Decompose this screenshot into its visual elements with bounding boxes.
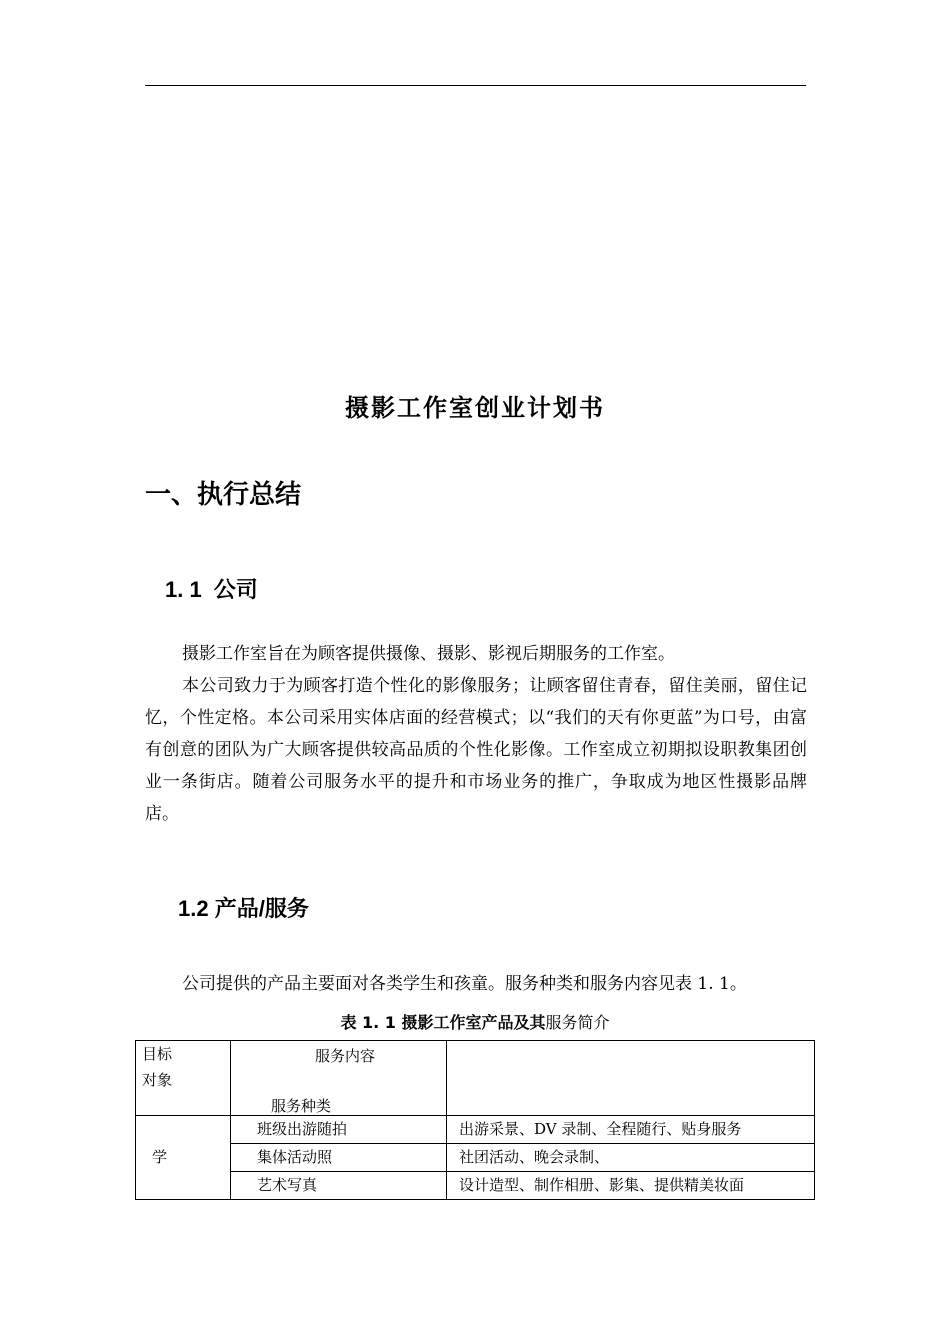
heading-1-2 — [178, 892, 309, 923]
service-content: 出游采景、DV 录制、全程随行、贴身服务 — [447, 1116, 815, 1144]
table-row — [136, 1172, 815, 1200]
header-target-line1: 目标 — [142, 1045, 173, 1063]
services-table — [135, 1040, 815, 1200]
table-caption-bold: 表 1. 1 摄影工作室产品及其 — [340, 1013, 546, 1032]
table-row — [136, 1144, 815, 1172]
heading-1-2-number: 1.2 — [178, 896, 209, 921]
service-name: 班级出游随拍 — [231, 1116, 447, 1144]
header-empty — [447, 1041, 815, 1116]
table-caption — [0, 1010, 950, 1033]
document-title: 摄影工作室创业计划书 — [345, 393, 605, 422]
service-content: 社团活动、晚会录制、 — [447, 1144, 815, 1172]
target-group-cell: 学 — [136, 1116, 231, 1200]
heading-1-2-title: 产品/服务 — [214, 896, 309, 921]
table-caption-normal: 服务简介 — [545, 1013, 610, 1032]
header-rule — [145, 85, 806, 86]
header-target — [136, 1041, 231, 1116]
service-name: 集体活动照 — [231, 1144, 447, 1172]
header-category: 服务种类 — [271, 1097, 332, 1115]
heading-executive-summary: 一、执行总结 — [145, 480, 302, 510]
paragraph-products: 公司提供的产品主要面对各类学生和孩童。服务种类和服务内容见表 1. 1。 — [182, 974, 747, 994]
service-name: 艺术写真 — [231, 1172, 447, 1200]
heading-1-1 — [165, 573, 258, 604]
header-target-line2: 对象 — [142, 1071, 173, 1089]
heading-1-1-title: 公司 — [213, 577, 258, 602]
table-header-row — [136, 1041, 815, 1116]
heading-1-1-number: 1. 1 — [165, 577, 202, 602]
paragraph-intro: 摄影工作室旨在为顾客提供摄像、摄影、影视后期服务的工作室。 — [182, 644, 675, 664]
paragraph-company: 本公司致力于为顾客打造个性化的影像服务；让顾客留住青春，留住美丽，留住记忆，个性定格。本公司采用实体店面的经营模式；以“我们的天有你更蓝”为口号，由富有创意的团队为广大顾客提供较高品质的个性化影像。工作室成立初期拟设职教集团创业一条街店。随着公司服务水平的提升和市场业务的推广，争取成为地区性摄影品牌店。 — [145, 676, 807, 824]
header-content: 服务内容 — [315, 1047, 376, 1065]
header-diagonal-cell — [231, 1041, 447, 1116]
service-content: 设计造型、制作相册、影集、提供精美妆面 — [447, 1172, 815, 1200]
table-row — [136, 1116, 815, 1144]
